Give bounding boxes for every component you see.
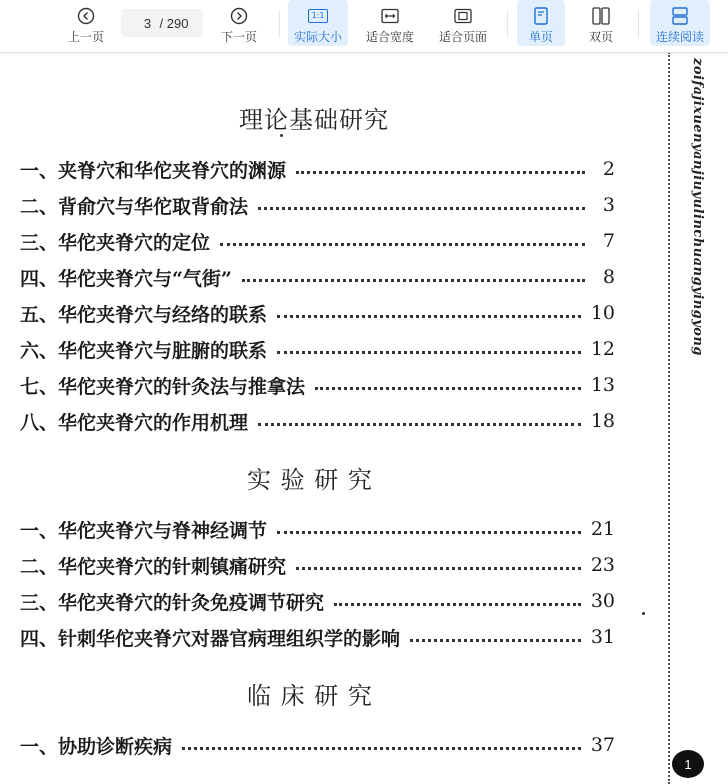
double-page-label: 双页 [588, 30, 613, 44]
fit-page-icon [454, 7, 472, 25]
leader-dots [242, 279, 585, 282]
leader-dots [220, 243, 585, 246]
leader-dots [182, 747, 581, 750]
leader-dots [296, 567, 581, 570]
toc-entry-text: 四、针刺华佗夹脊穴对器官病理组织学的影响 [20, 627, 401, 650]
toc-entry-text: 一、夹脊穴和华佗夹脊穴的渊源 [20, 159, 287, 182]
toc-entry-page: 8 [602, 266, 615, 288]
toc-entry-page: 21 [590, 518, 615, 540]
leader-dots [258, 423, 581, 426]
toc-entry[interactable] [20, 298, 615, 328]
toc-entry-text: 三、华佗夹脊穴的定位 [20, 231, 211, 254]
toc-entry-page: 3 [602, 194, 615, 216]
double-page-button[interactable] [579, 0, 623, 46]
scan-speck [280, 134, 283, 137]
prev-page-button[interactable] [64, 0, 108, 46]
toc-entry-page: 13 [590, 374, 615, 396]
leader-dots [315, 387, 581, 390]
reader-toolbar [0, 0, 728, 53]
leader-dots [296, 171, 585, 174]
continuous-reading-button[interactable] [650, 0, 710, 46]
floating-page-badge[interactable]: 1 [672, 750, 704, 778]
spine-pinyin-text: zoifajixuenyanjiuyulinchuangyingyong [690, 58, 705, 357]
toc-entry-page: 18 [590, 410, 615, 432]
toc-entry-text: 二、背俞穴与华佗取背俞法 [20, 195, 249, 218]
section-title-experiment: 实 验 研 究 [247, 466, 373, 494]
leader-dots [258, 207, 585, 210]
toc-entry-page: 10 [590, 302, 615, 324]
document-page [0, 52, 728, 784]
leader-dots [334, 603, 581, 606]
prev-page-label: 上一页 [67, 30, 104, 44]
scan-speck [642, 612, 645, 615]
toc-entry[interactable] [20, 586, 615, 616]
divider [638, 10, 639, 38]
leader-dots [410, 639, 581, 642]
fit-page-button[interactable] [434, 0, 492, 46]
toc-entry-text: 七、华佗夹脊穴的针灸法与推拿法 [20, 375, 306, 398]
toc-entry-page: 30 [590, 590, 615, 612]
toc-entry[interactable] [20, 154, 615, 184]
next-page-label: 下一页 [220, 30, 257, 44]
toc-entry[interactable] [20, 730, 615, 760]
toc-entry-page: 12 [590, 338, 615, 360]
toc-entry-text: 三、华佗夹脊穴的针灸免疫调节研究 [20, 591, 325, 614]
chevron-left-circle-icon [77, 7, 95, 25]
total-pages: / 290 [159, 15, 189, 31]
toc-entry-text: 五、华佗夹脊穴与经络的联系 [20, 303, 268, 326]
toc-entry[interactable] [20, 370, 615, 400]
toc-entry[interactable] [20, 262, 615, 292]
toc-entry-text: 六、华佗夹脊穴与脏腑的联系 [20, 339, 268, 362]
chevron-right-circle-icon [230, 7, 248, 25]
fit-width-label: 适合宽度 [365, 30, 414, 44]
fit-page-label: 适合页面 [438, 30, 487, 44]
divider [279, 10, 280, 38]
toc-entry-page: 2 [602, 158, 615, 180]
double-page-icon [592, 7, 610, 25]
fit-width-icon [381, 7, 399, 25]
toc-entry-page: 31 [590, 626, 615, 648]
toc-entry[interactable] [20, 334, 615, 364]
leader-dots [277, 531, 581, 534]
toc-entry-text: 一、协助诊断疾病 [20, 735, 173, 758]
toc-entry[interactable] [20, 514, 615, 544]
section-title-theory: 理论基础研究 [239, 106, 389, 134]
leader-dots [277, 315, 581, 318]
toc-entry-page: 23 [590, 554, 615, 576]
single-page-icon [534, 7, 548, 25]
continuous-reading-label: 连续阅读 [655, 30, 704, 44]
toc-entry-text: 二、华佗夹脊穴的针刺镇痛研究 [20, 555, 287, 578]
toc-entry[interactable] [20, 622, 615, 652]
single-page-label: 单页 [528, 30, 553, 44]
fit-width-button[interactable] [361, 0, 419, 46]
actual-size-button[interactable] [288, 0, 348, 46]
toc-entry[interactable] [20, 226, 615, 256]
toc-entry[interactable] [20, 550, 615, 580]
toc-entry[interactable] [20, 406, 615, 436]
leader-dots [277, 351, 581, 354]
single-page-button[interactable] [517, 0, 565, 46]
page-indicator [121, 9, 203, 37]
toc-entry-text: 八、华佗夹脊穴的作用机理 [20, 411, 249, 434]
actual-size-icon: 1:1 [308, 7, 329, 25]
section-title-clinical: 临 床 研 究 [247, 682, 373, 710]
current-page-input[interactable]: 3 [143, 15, 152, 31]
divider [507, 10, 508, 38]
book-spine-edge [668, 52, 670, 784]
toc-entry-page: 7 [602, 230, 615, 252]
toc-entry-text: 一、华佗夹脊穴与脊神经调节 [20, 519, 268, 542]
actual-size-label: 实际大小 [293, 30, 342, 44]
toc-entry-page: 37 [590, 734, 615, 756]
continuous-reading-icon [672, 7, 688, 25]
toc-entry[interactable] [20, 190, 615, 220]
next-page-button[interactable] [217, 0, 261, 46]
toc-entry-text: 四、华佗夹脊穴与“气街” [20, 267, 232, 290]
